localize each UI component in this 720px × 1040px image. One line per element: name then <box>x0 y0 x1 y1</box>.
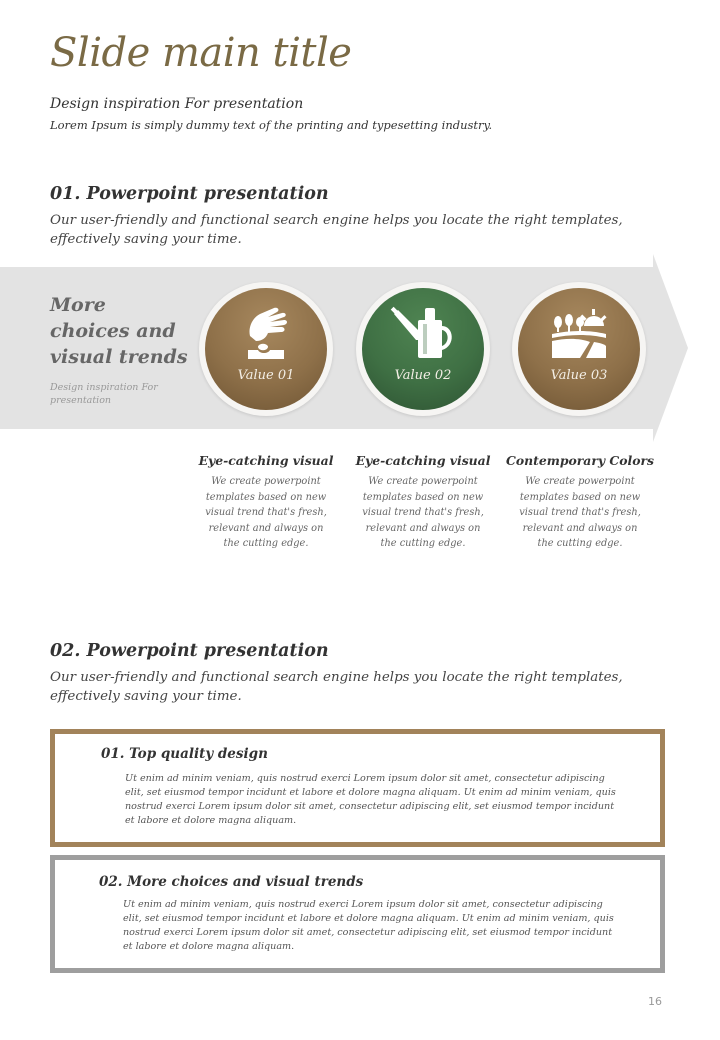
band-note: Design inspiration For presentation <box>50 382 158 406</box>
hand-planting-icon <box>238 306 294 360</box>
page-subtitle: Design inspiration For presentation <box>50 96 304 112</box>
feature-box-2-text: Ut enim ad minim veniam, quis nostrud exerci Lorem ipsum dolor sit amet, consectetur adipiscing elit, set eiusmod tempor incidunt et labore et dolore magna aliquam. Ut enim ad minim veniam, quis nostrud exerci Lorem ipsum dolor sit amet, consectetur adipiscing elit, set eiusmod tempor incidunt et labore et dolore magna aliquam. <box>123 899 614 952</box>
column-2-title: Eye-catching visual <box>355 453 491 468</box>
value-circle-1 <box>199 282 333 416</box>
circle-label-3: Value 03 <box>550 368 608 383</box>
section2-heading: 02. Powerpoint presentation <box>50 641 329 661</box>
column-3-title: Contemporary Colors <box>506 453 654 468</box>
column-1-text: We create powerpoint templates based on new visual trend that's fresh, relevant and always on the cutting edge. <box>205 476 327 549</box>
value-circle-3 <box>512 282 646 416</box>
feature-box-2 <box>50 855 665 973</box>
column-2-text: We create powerpoint templates based on new visual trend that's fresh, relevant and always on the cutting edge. <box>362 476 484 549</box>
column-3-text: We create powerpoint templates based on new visual trend that's fresh, relevant and always on the cutting edge. <box>519 476 641 549</box>
watering-can-icon <box>390 306 456 360</box>
section2-body: Our user-friendly and functional search engine helps you locate the right templates, effectively saving your time. <box>50 670 623 704</box>
feature-box-1-title: 01. Top quality design <box>101 746 268 762</box>
feature-box-1-text: Ut enim ad minim veniam, quis nostrud exerci Lorem ipsum dolor sit amet, consectetur adipiscing elit, set eiusmod tempor incidunt et labore et dolore magna aliquam. Ut enim ad minim veniam, quis nostrud exerci Lorem ipsum dolor sit amet, consectetur adipiscing elit, set eiusmod tempor incidunt et labore et dolore magna aliquam. <box>125 773 616 826</box>
section1-heading: 01. Powerpoint presentation <box>50 184 329 204</box>
band-title: More choices and visual trends <box>50 294 188 368</box>
section1-body: Our user-friendly and functional search engine helps you locate the right templates, effectively saving your time. <box>50 213 623 247</box>
page-title: Slide main title <box>50 30 352 76</box>
page-subtext: Lorem Ipsum is simply dummy text of the printing and typesetting industry. <box>50 118 493 132</box>
farm-field-icon <box>550 306 608 360</box>
circle-label-2: Value 02 <box>394 368 452 383</box>
page-number: 16 <box>648 995 662 1008</box>
column-1-title: Eye-catching visual <box>198 453 334 468</box>
value-circle-2 <box>356 282 490 416</box>
feature-box-1 <box>50 729 665 847</box>
circle-label-1: Value 01 <box>237 368 295 383</box>
feature-box-2-title: 02. More choices and visual trends <box>99 874 364 890</box>
